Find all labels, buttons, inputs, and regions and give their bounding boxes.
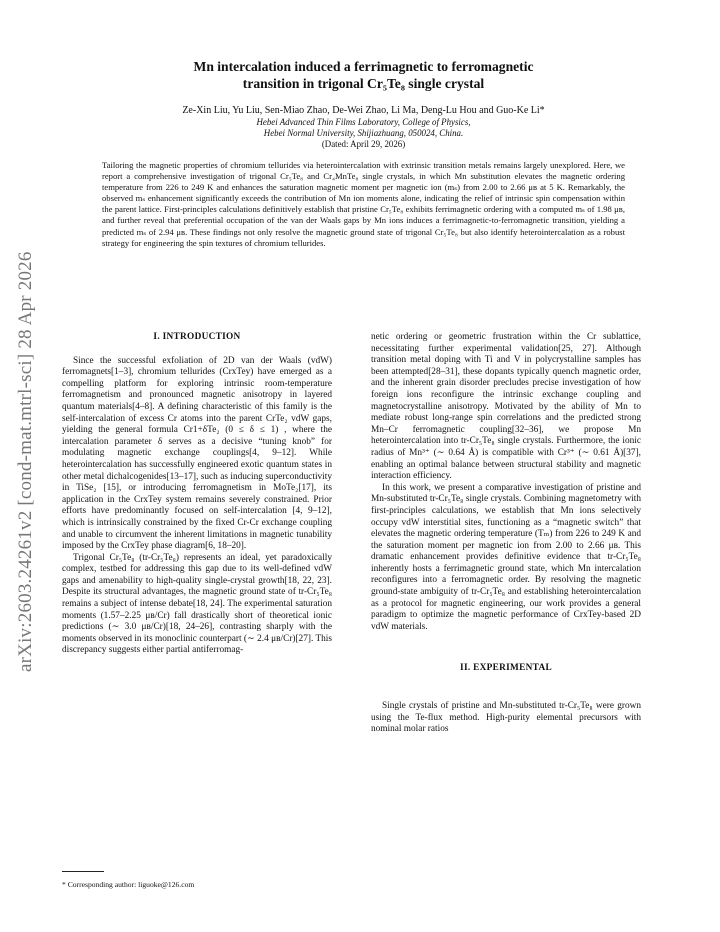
corresponding-author-footnote: * Corresponding author: liguoke@126.com <box>62 880 195 889</box>
title-line-2: transition in trigonal Cr₅Te₈ single crystal <box>242 76 485 91</box>
intro-paragraph-3: netic ordering or geometric frustration within the Cr sublattice, necessitating further experimental validation[25, 27]. Although transition metal doping with Ti and V in polycrystalline samples has been attempted[28–31], these dopants typically quench magnetic order, and the inherent grain disorder precludes precise investigation of how foreign ions reconfigure the intrinsic exchange coupling and magnetocrystalline anisotropy. Motivated by the ability of Mn to mediate robust long-range spin correlations and the predicted strong Mn–Cr ferromagnetic coupling[32–36], we propose Mn heterointercalation into tr-Cr₅Te₈ single crystals. Furthermore, the ionic radius of Mn³⁺ (∼ 0.64 Å) is compatible with Cr³⁺ (∼ 0.61 Å)[37], enabling an optimal balance between structural stability and magnetic interaction efficiency. <box>371 332 641 482</box>
abstract: Tailoring the magnetic properties of chromium tellurides via heterointercalation with extrinsic transition metals remains largely unexplored. Here, we report a comprehensive investigation of trigonal Cr₅Te₈ and Cr₄MnTe₈ single crystals, in which Mn substitution elevates the magnetic ordering temperature from 226 to 249 K and enhances the saturation magnetic moment per magnetic ion (mₛ) from 2.00 to 2.66 μʙ at 5 K. Remarkably, the observed mₛ enhancement significantly exceeds the contribution of Mn ion moments alone, indicating the relief of intrinsic spin compensation within the parent lattice. First-principles calculations definitively establish that pristine Cr₅Te₈ exhibits ferrimagnetic ordering with a computed mₛ of 1.98 μʙ, and further reveal that preferential occupation of the van der Waals gaps by Mn ions induces a ferrimagnetic-to-ferromagnetic transition, yielding a predicted mₛ of 2.94 μʙ. These findings not only resolve the magnetic ground state of trigonal Cr₅Te₈ but also identify heterointercalation as a robust strategy for engineering the spin textures of chromium tellurides. <box>102 160 625 248</box>
arxiv-identifier-text: arXiv:2603.24261v2 [cond-mat.mtrl-sci] 28 Apr 2026 <box>15 251 36 672</box>
intro-paragraph-1: Since the successful exfoliation of 2D van der Waals (vdW) ferromagnets[1–3], chromium tellurides (CrxTey) have emerged as a compelling platform for exploring intrinsic room-temperature ferromagnetism and pronounced magnetic anisotropy in layered quantum materials[4–8]. A defining characteristic of this family is the self-intercalation of excess Cr atoms into the parent CrTe₂ vdW gaps, yielding the general formula Cr1+δTe₂ (0 ≤ δ ≤ 1) , where the intercalation parameter δ serves as a decisive “tuning knob” for modulating magnetic exchange couplings[4, 9–12]. While heterointercalation has successfully engineered exotic quantum states in other metal dichalcogenides[13–17], such as inducing superconductivity in TiSe₂ [15], or introducing ferromagnetism in MoTe₂[17], its application in the CrxTey system remains severely constrained. Prior efforts have predominantly focused on self-intercalation [4, 9–12], which is intrinsically constrained by the fixed Cr-Cr exchange coupling and unable to circumvent the inherent limitations in magnetic tunability imposed by the CrxTey phase diagram[6, 18–20]. <box>62 355 332 552</box>
introduction-heading: I. INTRODUCTION <box>153 332 241 342</box>
affiliation-line-2: Hebei Normal University, Shijiazhuang, 050024, China. <box>263 128 464 138</box>
left-column <box>62 332 332 889</box>
affiliation-line-1: Hebei Advanced Thin Films Laboratory, College of Physics, <box>256 117 471 127</box>
experimental-paragraph-1: Single crystals of pristine and Mn-substituted tr-Cr₅Te₈ were grown using the Te-flux method. High-purity elemental precursors with nominal molar ratios <box>371 701 641 735</box>
paper-page <box>62 58 665 889</box>
intro-paragraph-4: In this work, we present a comparative investigation of pristine and Mn-substituted tr-Cr₅Te₈ single crystals. Combining magnetometry with first-principles calculations, we establish that Mn ions selectively occupy vdW interstitial sites, functioning as a “magnetic switch” that elevates the magnetic ordering temperature (Tₘ) from 226 to 249 K and the saturation moment per magnetic ion from 2.00 to 2.66 μʙ. This dramatic enhancement provides definitive evidence that tr-Cr₅Te₈ inherently hosts a ferrimagnetic ground state, which Mn intercalation reconfigures into a ferromagnetic order. By resolving the magnetic ground-state ambiguity of tr-Cr₅Te₈ and establishing heterointercalation as a protocol for magnetic engineering, our work provides a general paradigm to optimize the magnetic performance of CrxTey-based 2D vdW materials. <box>371 482 641 632</box>
dated-line: (Dated: April 29, 2026) <box>321 139 406 149</box>
experimental-heading: II. EXPERIMENTAL <box>460 663 552 674</box>
right-column <box>371 332 641 736</box>
author-list: Ze-Xin Liu, Yu Liu, Sen-Miao Zhao, De-Wei Zhao, Li Ma, Deng-Lu Hou and Guo-Ke Li* <box>182 105 545 116</box>
paper-title <box>62 58 665 92</box>
footnote-rule <box>62 871 104 872</box>
intro-paragraph-2: Trigonal Cr₅Te₈ (tr-Cr₅Te₈) represents an ideal, yet paradoxically complex, testbed for addressing this gap due to its well-defined vdW gaps and amenability to high-quality single-crystal growth[18, 22, 23]. Despite its structural advantages, the magnetic ground state of tr-Cr₅Te₈ remains a subject of intense debate[18, 24]. The experimental saturation moments (1.57–2.25 μʙ/Cr) fall drastically short of theoretical ionic predictions (∼ 3.0 μʙ/Cr)[18, 24–26], contrasting sharply with the moments observed in its monoclinic counterpart (∼ 2.4 μʙ/Cr)[27]. This discrepancy suggests either partial antiferromag- <box>62 552 332 656</box>
title-line-1: Mn intercalation induced a ferrimagnetic to ferromagnetic <box>193 59 534 74</box>
